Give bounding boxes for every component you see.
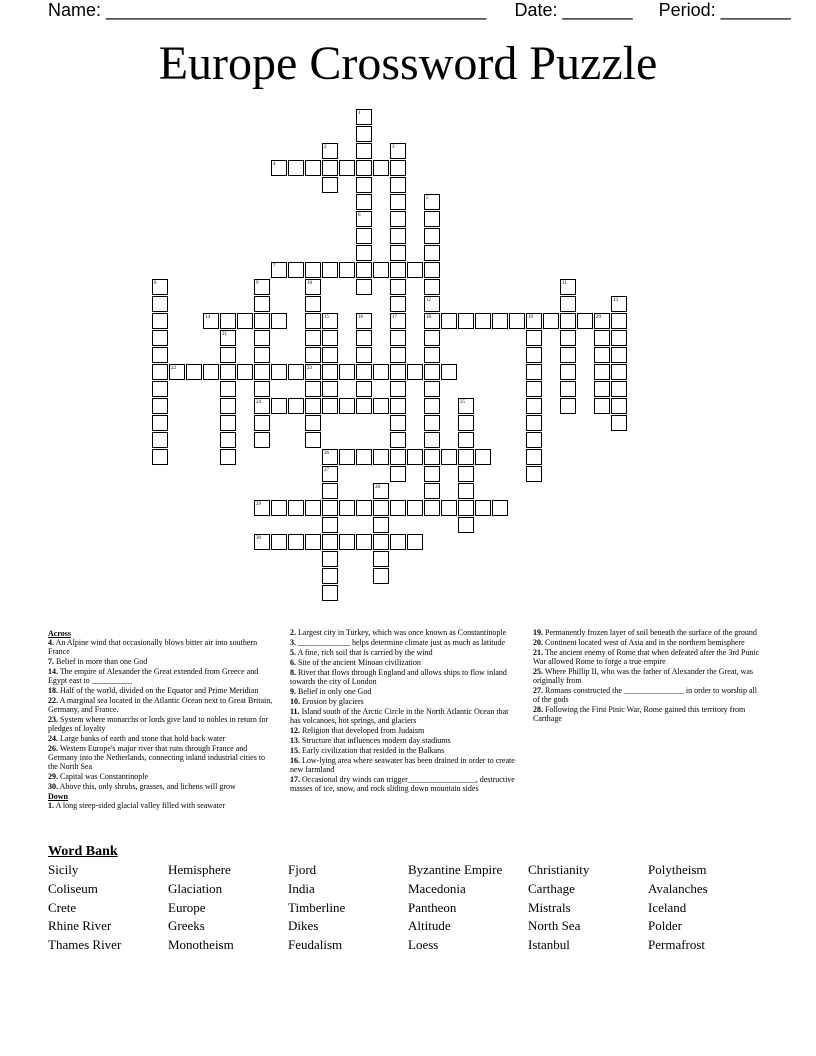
clue-number: 30 [256, 536, 261, 541]
crossword-cell[interactable] [322, 500, 338, 516]
crossword-cell[interactable] [390, 245, 406, 261]
crossword-cell[interactable] [458, 466, 474, 482]
crossword-cell[interactable] [424, 228, 440, 244]
crossword-cell[interactable] [424, 415, 440, 431]
crossword-cell[interactable] [594, 381, 610, 397]
crossword-cell[interactable] [458, 313, 474, 329]
crossword-cell[interactable] [373, 534, 389, 550]
clue-down-10: 10. Erosion by glaciers [290, 697, 364, 706]
crossword-cell[interactable] [356, 228, 372, 244]
crossword-cell[interactable] [611, 313, 627, 329]
clue-number: 5 [426, 196, 429, 201]
crossword-cell[interactable] [271, 500, 287, 516]
clue-down-12: 12. Religion that developed from Judaism [290, 726, 425, 735]
crossword-cell[interactable] [373, 551, 389, 567]
crossword-cell[interactable] [305, 347, 321, 363]
crossword-cell[interactable] [373, 398, 389, 414]
clue-number: 10 [307, 281, 312, 286]
word-bank-item: Avalanches [648, 880, 708, 896]
word-bank-item: Greeks [168, 918, 205, 934]
crossword-cell[interactable] [611, 330, 627, 346]
crossword-cell[interactable] [390, 364, 406, 380]
clue-across-30: 30. Above this, only shrubs, grasses, and lichens will grow [48, 782, 236, 791]
crossword-cell[interactable] [441, 313, 457, 329]
crossword-cell[interactable] [390, 347, 406, 363]
crossword-cell[interactable] [373, 517, 389, 533]
clue-number: 24 [256, 400, 261, 405]
crossword-cell[interactable] [594, 398, 610, 414]
period-label: Period: [658, 0, 716, 20]
crossword-cell[interactable] [390, 449, 406, 465]
crossword-cell[interactable] [288, 160, 304, 176]
crossword-cell[interactable] [356, 347, 372, 363]
crossword-cell[interactable] [322, 551, 338, 567]
crossword-cell[interactable] [237, 313, 253, 329]
clue-across-23: 23. System where monarchs or lords give land to nobles in return for pledges of loyalty [48, 715, 269, 733]
crossword-cell[interactable] [526, 449, 542, 465]
clue-down-3: 3. _____________ helps determine climate just as much as latitude [290, 638, 506, 647]
crossword-cell[interactable] [271, 398, 287, 414]
crossword-cell[interactable] [543, 313, 559, 329]
word-bank-item: Thames River [48, 937, 122, 953]
clue-number: 17 [392, 315, 397, 320]
crossword-cell[interactable] [220, 347, 236, 363]
word-bank-item: India [288, 880, 315, 896]
crossword-cell[interactable] [611, 415, 627, 431]
crossword-cell[interactable] [407, 534, 423, 550]
crossword-cell[interactable] [288, 262, 304, 278]
crossword-cell[interactable] [373, 262, 389, 278]
crossword-cell[interactable] [254, 415, 270, 431]
clue-down-1: 1. A long steep-sided glacial valley filled with seawater [48, 801, 226, 810]
clue-number: 9 [256, 281, 259, 286]
crossword-cell[interactable] [220, 415, 236, 431]
crossword-cell[interactable] [356, 449, 372, 465]
clue-number: 3 [392, 145, 395, 150]
crossword-cell[interactable] [288, 534, 304, 550]
crossword-cell[interactable] [305, 534, 321, 550]
word-bank-title: Word Bank [48, 844, 118, 859]
crossword-cell[interactable] [254, 330, 270, 346]
word-bank-item: Crete [48, 899, 77, 915]
crossword-cell[interactable] [458, 432, 474, 448]
word-bank-item: Polder [648, 918, 682, 934]
crossword-cell[interactable] [526, 347, 542, 363]
crossword-cell[interactable] [203, 364, 219, 380]
crossword-cell[interactable] [424, 432, 440, 448]
word-bank-item: Sicily [48, 862, 79, 877]
date-label: Date: [514, 0, 558, 20]
crossword-cell[interactable] [424, 500, 440, 516]
crossword-cell[interactable] [152, 364, 168, 380]
crossword-cell[interactable] [407, 262, 423, 278]
word-bank-item: Rhine River [48, 918, 112, 934]
word-bank-item: Timberline [288, 899, 346, 915]
clue-down-8: 8. River that flows through England and allows ships to flow inland towards the city of London [290, 668, 507, 686]
crossword-cell[interactable] [560, 364, 576, 380]
crossword-cell[interactable] [594, 364, 610, 380]
clue-across-7: 7. Belief in more than one God [48, 657, 148, 666]
clue-number: 16 [358, 315, 363, 320]
crossword-cell[interactable] [390, 262, 406, 278]
crossword-cell[interactable] [475, 449, 491, 465]
crossword-cell[interactable] [560, 347, 576, 363]
clue-number: 8 [154, 281, 157, 286]
crossword-cell[interactable] [339, 160, 355, 176]
name-field[interactable]: ______________________________________ [106, 0, 487, 20]
crossword-cell[interactable] [356, 177, 372, 193]
clue-number: 18 [426, 315, 431, 320]
crossword-cell[interactable] [152, 296, 168, 312]
crossword-cell[interactable] [339, 262, 355, 278]
word-bank-item: Hemisphere [168, 862, 231, 877]
crossword-cell[interactable] [254, 432, 270, 448]
crossword-cell[interactable] [560, 381, 576, 397]
crossword-cell[interactable] [390, 279, 406, 295]
crossword-cell[interactable] [322, 364, 338, 380]
crossword-cell[interactable] [390, 466, 406, 482]
crossword-cell[interactable] [390, 194, 406, 210]
crossword-cell[interactable] [424, 262, 440, 278]
crossword-cell[interactable] [288, 364, 304, 380]
clue-down-28: 28. Following the First Pinic War, Rome gained this territory from Carthage [533, 705, 746, 723]
clue-across-14: 14. The empire of Alexander the Great extended from Greece and Egypt east to __________ [48, 667, 259, 685]
clue-number: 1 [358, 111, 361, 116]
clue-down-15: 15. Early civilization that resided in the Balkans [290, 746, 445, 755]
crossword-cell[interactable] [560, 296, 576, 312]
word-bank-item: Carthage [528, 880, 575, 896]
clue-number: 13 [613, 298, 618, 303]
crossword-cell[interactable] [390, 381, 406, 397]
crossword-cell[interactable] [356, 534, 372, 550]
crossword-cell[interactable] [322, 398, 338, 414]
date-field[interactable]: _______ [562, 0, 633, 20]
clue-across-4: 4. An Alpine wind that occasionally blows bitter air into southern France [48, 638, 258, 656]
crossword-cell[interactable] [322, 160, 338, 176]
clue-number: 4 [273, 162, 276, 167]
clue-across-22: 22. A marginal sea located in the Atlantic Ocean next to Great Britain, Germany, and France. [48, 696, 273, 714]
crossword-cell[interactable] [322, 330, 338, 346]
crossword-cell[interactable] [152, 449, 168, 465]
word-bank-item: Coliseum [48, 880, 98, 896]
crossword-cell[interactable] [356, 364, 372, 380]
clue-number: 11 [562, 281, 567, 286]
crossword-cell[interactable] [594, 347, 610, 363]
clues-column-2 [290, 628, 520, 794]
word-bank-item: Polytheism [648, 862, 707, 877]
crossword-cell[interactable] [390, 296, 406, 312]
crossword-cell[interactable] [152, 330, 168, 346]
crossword-cell[interactable] [356, 398, 372, 414]
crossword-cell[interactable] [390, 211, 406, 227]
crossword-cell[interactable] [271, 313, 287, 329]
crossword-cell[interactable] [373, 500, 389, 516]
down-heading: Down [48, 792, 69, 801]
crossword-cell[interactable] [152, 381, 168, 397]
crossword-cell[interactable] [152, 398, 168, 414]
crossword-cell[interactable] [305, 500, 321, 516]
crossword-cell[interactable] [390, 177, 406, 193]
crossword-cell[interactable] [186, 364, 202, 380]
crossword-cell[interactable] [152, 347, 168, 363]
crossword-cell[interactable] [237, 364, 253, 380]
crossword-cell[interactable] [254, 381, 270, 397]
crossword-cell[interactable] [152, 432, 168, 448]
clue-number: 25 [460, 400, 465, 405]
crossword-cell[interactable] [611, 381, 627, 397]
crossword-cell[interactable] [390, 330, 406, 346]
student-info-header [48, 0, 791, 20]
crossword-cell[interactable] [271, 534, 287, 550]
crossword-cell[interactable] [152, 313, 168, 329]
crossword-cell[interactable] [390, 500, 406, 516]
crossword-cell[interactable] [305, 415, 321, 431]
crossword-cell[interactable] [424, 245, 440, 261]
crossword-cell[interactable] [390, 228, 406, 244]
clue-number: 2 [324, 145, 327, 150]
word-bank-item: Glaciation [168, 880, 223, 896]
crossword-cell[interactable] [220, 432, 236, 448]
period-field[interactable]: _______ [720, 0, 791, 20]
crossword-cell[interactable] [339, 449, 355, 465]
crossword-cell[interactable] [254, 296, 270, 312]
clue-down-16: 16. Low-lying area where seawater has been drained in order to create new farmland [290, 756, 515, 774]
clue-down-25: 25. Where Phillip II, who was the father of Alexander the Great, was originally from [533, 667, 754, 685]
word-bank-item: Dikes [288, 918, 319, 934]
word-bank [48, 862, 768, 956]
clue-down-19: 19. Permanently frozen layer of soil beneath the surface of the ground [533, 628, 757, 637]
crossword-cell[interactable] [441, 449, 457, 465]
crossword-cell[interactable] [458, 415, 474, 431]
clue-number: 12 [426, 298, 431, 303]
crossword-cell[interactable] [424, 398, 440, 414]
crossword-cell[interactable] [526, 364, 542, 380]
crossword-cell[interactable] [526, 415, 542, 431]
crossword-cell[interactable] [458, 500, 474, 516]
clue-number: 20 [596, 315, 601, 320]
clue-down-5: 5. A fine, rich soil that is carried by the wind [290, 648, 433, 657]
crossword-cell[interactable] [356, 245, 372, 261]
crossword-cell[interactable] [373, 449, 389, 465]
clue-down-6: 6. Site of the ancient Minoan civilization [290, 658, 421, 667]
crossword-cell[interactable] [424, 211, 440, 227]
crossword-cell[interactable] [322, 347, 338, 363]
crossword-cell[interactable] [560, 330, 576, 346]
crossword-cell[interactable] [305, 432, 321, 448]
word-bank-item: Permafrost [648, 937, 706, 953]
crossword-cell[interactable] [441, 364, 457, 380]
word-bank-item: Pantheon [408, 899, 457, 915]
crossword-cell[interactable] [322, 568, 338, 584]
crossword-cell[interactable] [407, 364, 423, 380]
crossword-cell[interactable] [526, 398, 542, 414]
crossword-cell[interactable] [220, 449, 236, 465]
word-bank-item: Byzantine Empire [408, 862, 503, 877]
page-title: Europe Crossword Puzzle [158, 37, 658, 90]
crossword-cell[interactable] [322, 381, 338, 397]
crossword-cell[interactable] [390, 534, 406, 550]
word-bank-item: Loess [408, 937, 439, 953]
word-bank-item: Fjord [288, 862, 317, 877]
clue-down-17: 17. Occasional dry winds can trigger_________________, destructive masses of ice, snow, and rock sliding down mountain sides [290, 775, 515, 793]
crossword-cell[interactable] [254, 364, 270, 380]
crossword-cell[interactable] [475, 500, 491, 516]
crossword-cell[interactable] [356, 194, 372, 210]
crossword-cell[interactable] [356, 330, 372, 346]
crossword-cell[interactable] [288, 500, 304, 516]
crossword-cell[interactable] [254, 347, 270, 363]
crossword-cell[interactable] [424, 483, 440, 499]
crossword-cell[interactable] [322, 483, 338, 499]
crossword-cell[interactable] [526, 330, 542, 346]
clue-down-11: 11. Island south of the Arctic Circle in the North Atlantic Ocean that has volcanoes, hot springs, and glaciers [290, 707, 509, 725]
crossword-cell[interactable] [339, 364, 355, 380]
word-bank-item: Monotheism [168, 937, 234, 953]
crossword-cell[interactable] [220, 398, 236, 414]
clue-down-9: 9. Belief in only one God [290, 687, 372, 696]
crossword-cell[interactable] [322, 517, 338, 533]
word-bank-item: Altitude [408, 918, 451, 934]
crossword-cell[interactable] [220, 381, 236, 397]
crossword-cell[interactable] [322, 262, 338, 278]
crossword-cell[interactable] [356, 500, 372, 516]
crossword-cell[interactable] [526, 466, 542, 482]
crossword-cell[interactable] [560, 398, 576, 414]
crossword-cell[interactable] [220, 313, 236, 329]
word-bank-item: Istanbul [528, 937, 570, 953]
name-label: Name: [48, 0, 102, 20]
crossword-cell[interactable] [611, 347, 627, 363]
crossword-cell[interactable] [254, 313, 270, 329]
clue-across-24: 24. Large banks of earth and stone that hold back water [48, 734, 226, 743]
word-bank-item: Europe [168, 899, 206, 915]
crossword-cell[interactable] [305, 330, 321, 346]
crossword-cell[interactable] [373, 364, 389, 380]
crossword-cell[interactable] [526, 432, 542, 448]
crossword-cell[interactable] [373, 568, 389, 584]
clue-number: 7 [273, 264, 276, 269]
clue-down-13: 13. Structure that influences modern day stadiums [290, 736, 451, 745]
crossword-cell[interactable] [356, 143, 372, 159]
crossword-cell[interactable] [152, 415, 168, 431]
crossword-cell[interactable] [424, 381, 440, 397]
clue-number: 22 [171, 366, 176, 371]
clue-across-26: 26. Western Europe's major river that runs through France and Germany into the Netherlands, connecting inland industrial cities to the North Sea [48, 744, 266, 771]
clue-number: 14 [205, 315, 210, 320]
crossword-cell[interactable] [509, 313, 525, 329]
crossword-cell[interactable] [424, 279, 440, 295]
clue-down-2: 2. Largest city in Turkey, which was once known as Constantinople [290, 628, 507, 637]
crossword-cell[interactable] [339, 398, 355, 414]
word-bank-item: Christianity [528, 862, 590, 877]
word-bank-item: Macedonia [408, 880, 466, 896]
across-heading: Across [48, 629, 71, 638]
crossword-cell[interactable] [322, 177, 338, 193]
crossword-cell[interactable] [356, 160, 372, 176]
crossword-cell[interactable] [407, 449, 423, 465]
crossword-cell[interactable] [322, 534, 338, 550]
crossword-cell[interactable] [458, 483, 474, 499]
crossword-cell[interactable] [305, 398, 321, 414]
word-bank-item: Feudalism [288, 937, 343, 953]
clue-number: 23 [307, 366, 312, 371]
crossword-cell[interactable] [305, 160, 321, 176]
crossword-cell[interactable] [390, 160, 406, 176]
clue-across-29: 29. Capital was Constantinople [48, 772, 148, 781]
crossword-cell[interactable] [594, 330, 610, 346]
crossword-cell[interactable] [288, 398, 304, 414]
crossword-cell[interactable] [407, 500, 423, 516]
crossword-cell[interactable] [424, 330, 440, 346]
crossword-cell[interactable] [390, 398, 406, 414]
crossword-cell[interactable] [356, 262, 372, 278]
clue-across-18: 18. Half of the world, divided on the Equator and Prime Meridian [48, 686, 259, 695]
crossword-cell[interactable] [305, 313, 321, 329]
crossword-cell[interactable] [424, 466, 440, 482]
crossword-cell[interactable] [475, 313, 491, 329]
word-bank-item: North Sea [528, 918, 581, 934]
crossword-cell[interactable] [492, 313, 508, 329]
clues-column-3 [533, 628, 763, 724]
crossword-cell[interactable] [356, 279, 372, 295]
clue-number: 27 [324, 468, 329, 473]
clue-number: 28 [375, 485, 380, 490]
clue-down-27: 27. Romans constructed the _______________ in order to worship all of the gods [533, 686, 757, 704]
crossword-cell[interactable] [560, 313, 576, 329]
crossword-cell[interactable] [373, 160, 389, 176]
clue-number: 21 [222, 332, 227, 337]
crossword-cell[interactable] [526, 381, 542, 397]
crossword-cell[interactable] [220, 364, 236, 380]
crossword-cell[interactable] [424, 347, 440, 363]
crossword-cell[interactable] [424, 449, 440, 465]
crossword-cell[interactable] [458, 449, 474, 465]
crossword-cell[interactable] [424, 364, 440, 380]
clue-down-21: 21. The ancient enemy of Rome that when defeated after the 3rd Punic War allowed Rome to forge a true empire [533, 648, 760, 666]
crossword-cell[interactable] [577, 313, 593, 329]
word-bank-item: Mistrals [528, 899, 571, 915]
crossword-cell[interactable] [305, 381, 321, 397]
crossword-cell[interactable] [305, 262, 321, 278]
crossword-cell[interactable] [492, 500, 508, 516]
crossword-cell[interactable] [356, 381, 372, 397]
clue-number: 29 [256, 502, 261, 507]
crossword-cell[interactable] [441, 500, 457, 516]
crossword-cell[interactable] [390, 415, 406, 431]
crossword-cell[interactable] [458, 517, 474, 533]
clue-down-20: 20. Continent located west of Asia and in the northern hemisphere [533, 638, 745, 647]
crossword-cell[interactable] [271, 364, 287, 380]
clue-number: 6 [358, 213, 361, 218]
crossword-cell[interactable] [339, 500, 355, 516]
crossword-cell[interactable] [611, 364, 627, 380]
crossword-cell[interactable] [356, 126, 372, 142]
word-bank-item: Iceland [648, 899, 687, 915]
crossword-cell[interactable] [322, 585, 338, 601]
crossword-cell[interactable] [611, 398, 627, 414]
clues-column-1 [48, 628, 276, 811]
crossword-cell[interactable] [339, 534, 355, 550]
crossword-cell[interactable] [390, 432, 406, 448]
clue-number: 26 [324, 451, 329, 456]
clue-number: 15 [324, 315, 329, 320]
clue-number: 19 [528, 315, 533, 320]
crossword-cell[interactable] [305, 296, 321, 312]
